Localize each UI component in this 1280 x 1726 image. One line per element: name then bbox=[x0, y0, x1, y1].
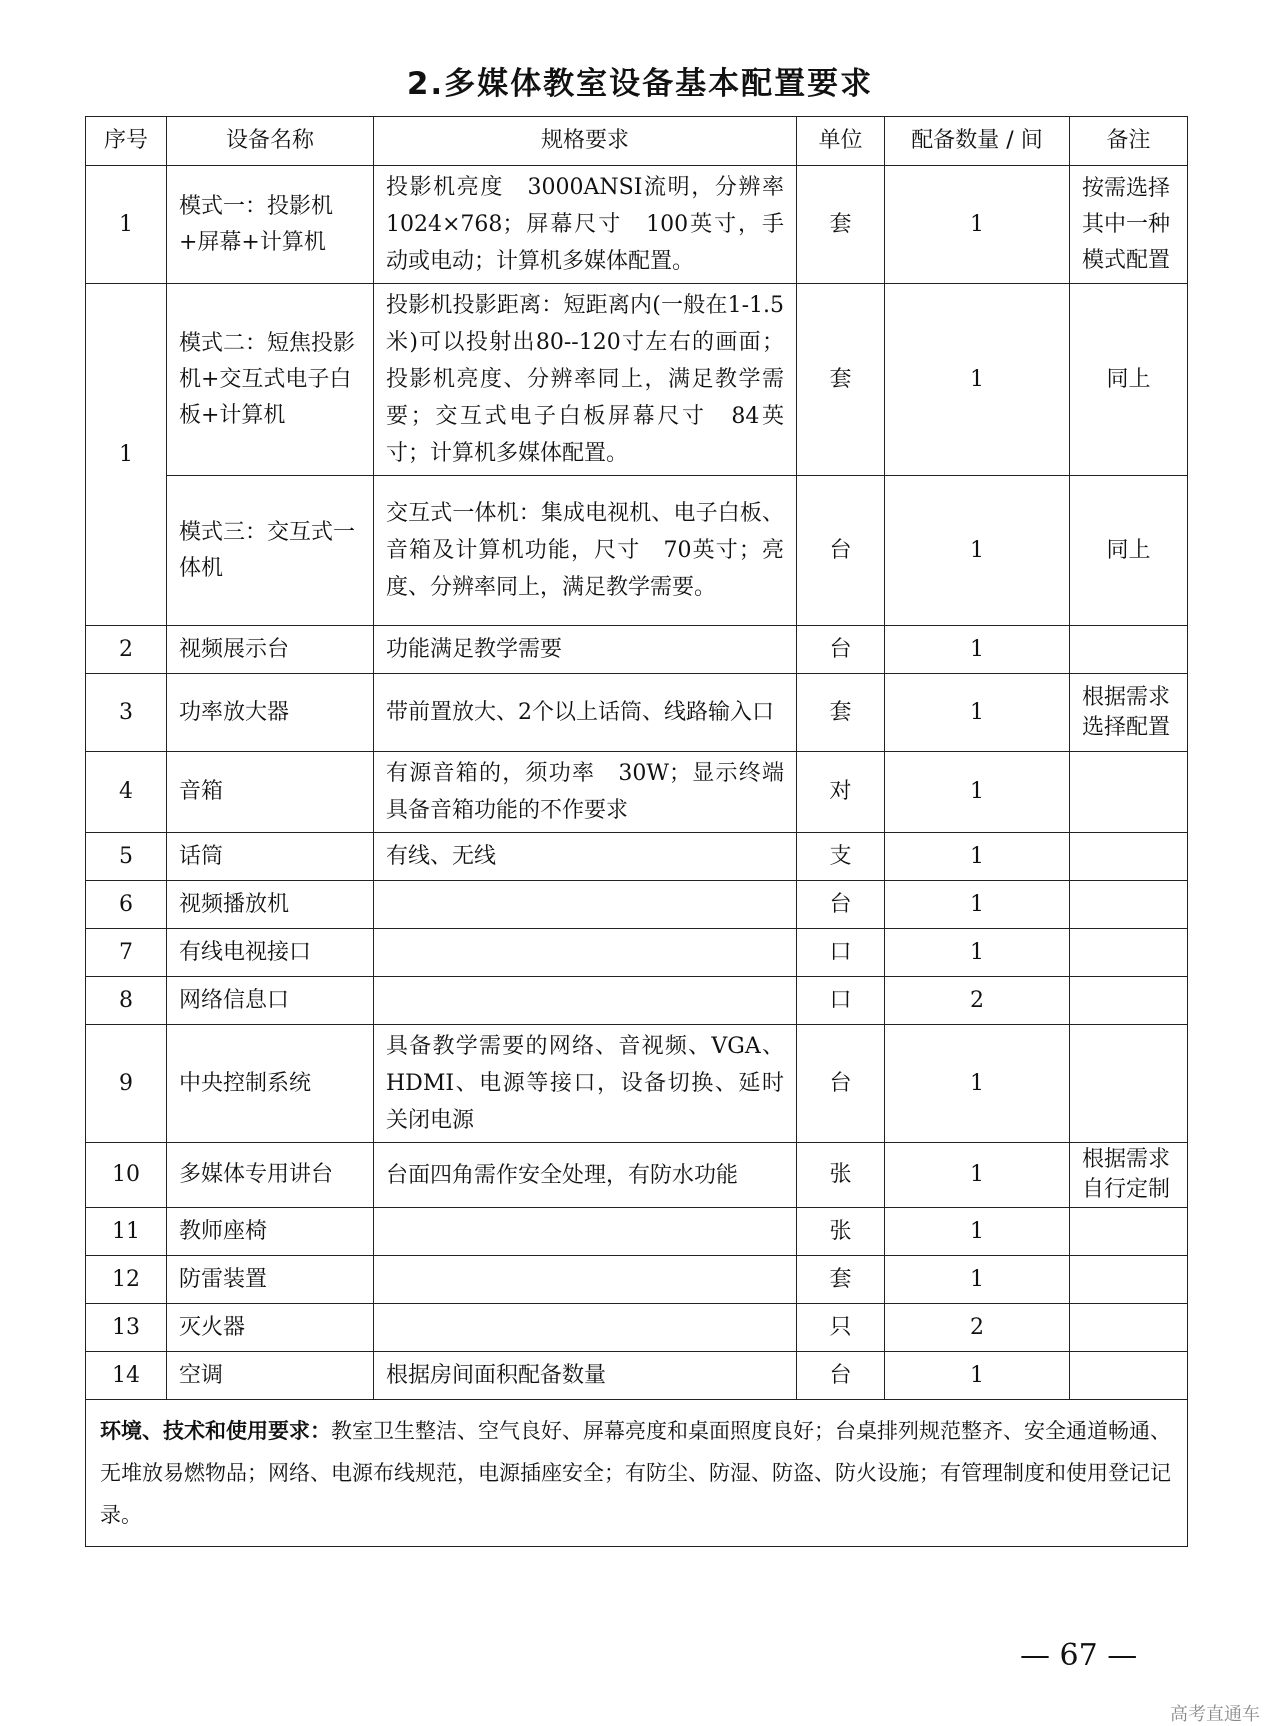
cell-note bbox=[1070, 833, 1188, 881]
cell-no: 6 bbox=[86, 881, 167, 929]
table-row bbox=[86, 1304, 1188, 1352]
cell-qty: 1 bbox=[885, 1025, 1070, 1143]
cell-qty: 1 bbox=[885, 929, 1070, 977]
page-title: 2.多媒体教室设备基本配置要求 bbox=[406, 66, 874, 102]
cell-qty: 1 bbox=[885, 1256, 1070, 1304]
cell-name: 视频展示台 bbox=[167, 626, 374, 674]
cell-spec: 投影机亮度 3000ANSI流明，分辨率 1024×768；屏幕尺寸 100英寸，手动或电动；计算机多媒体配置。 bbox=[374, 166, 797, 284]
cell-qty: 1 bbox=[885, 881, 1070, 929]
cell-no: 13 bbox=[86, 1304, 167, 1352]
cell-no: 4 bbox=[86, 752, 167, 833]
cell-note: 同上 bbox=[1070, 284, 1188, 476]
cell-spec bbox=[374, 929, 797, 977]
cell-unit: 只 bbox=[797, 1304, 885, 1352]
cell-spec: 功能满足教学需要 bbox=[374, 626, 797, 674]
cell-spec: 带前置放大、2个以上话筒、线路输入口 bbox=[374, 674, 797, 752]
cell-no: 1 bbox=[86, 166, 167, 284]
cell-no: 2 bbox=[86, 626, 167, 674]
watermark: 高考直通车 bbox=[1170, 1704, 1260, 1725]
cell-spec: 有线、无线 bbox=[374, 833, 797, 881]
cell-unit: 套 bbox=[797, 1256, 885, 1304]
cell-unit: 口 bbox=[797, 977, 885, 1025]
cell-qty: 1 bbox=[885, 284, 1070, 476]
cell-spec: 投影机投影距离：短距离内(一般在1-1.5米)可以投射出80--120寸左右的画面；投影机亮度、分辨率同上，满足教学需要；交互式电子白板屏幕尺寸 84英寸；计算机多媒体配置。 bbox=[374, 284, 797, 476]
table-header-row bbox=[86, 117, 1188, 166]
cell-qty: 2 bbox=[885, 1304, 1070, 1352]
cell-no: 5 bbox=[86, 833, 167, 881]
cell-note bbox=[1070, 929, 1188, 977]
cell-note: 根据需求选择配置 bbox=[1070, 674, 1188, 752]
header-no: 序号 bbox=[86, 117, 167, 166]
cell-no: 1 bbox=[86, 284, 167, 626]
cell-qty: 2 bbox=[885, 977, 1070, 1025]
table-row bbox=[86, 1256, 1188, 1304]
cell-unit: 台 bbox=[797, 476, 885, 626]
cell-spec: 根据房间面积配备数量 bbox=[374, 1352, 797, 1400]
cell-spec bbox=[374, 1256, 797, 1304]
cell-note bbox=[1070, 1256, 1188, 1304]
header-spec: 规格要求 bbox=[374, 117, 797, 166]
cell-qty: 1 bbox=[885, 752, 1070, 833]
page-number: — 67 — bbox=[1020, 1638, 1138, 1673]
table-row bbox=[86, 977, 1188, 1025]
cell-unit: 张 bbox=[797, 1143, 885, 1208]
cell-unit: 支 bbox=[797, 833, 885, 881]
header-unit: 单位 bbox=[797, 117, 885, 166]
cell-name: 防雷装置 bbox=[167, 1256, 374, 1304]
cell-spec bbox=[374, 977, 797, 1025]
table-row bbox=[86, 1352, 1188, 1400]
cell-qty: 1 bbox=[885, 626, 1070, 674]
table-row bbox=[86, 1143, 1188, 1208]
cell-no: 11 bbox=[86, 1208, 167, 1256]
cell-unit: 张 bbox=[797, 1208, 885, 1256]
cell-name: 网络信息口 bbox=[167, 977, 374, 1025]
table-row bbox=[86, 881, 1188, 929]
cell-unit: 对 bbox=[797, 752, 885, 833]
cell-name: 音箱 bbox=[167, 752, 374, 833]
cell-qty: 1 bbox=[885, 833, 1070, 881]
cell-unit: 套 bbox=[797, 284, 885, 476]
cell-name: 模式二：短焦投影机+交互式电子白板+计算机 bbox=[167, 284, 374, 476]
header-name: 设备名称 bbox=[167, 117, 374, 166]
table-row bbox=[86, 1025, 1188, 1143]
cell-unit: 套 bbox=[797, 674, 885, 752]
cell-unit: 台 bbox=[797, 881, 885, 929]
cell-note bbox=[1070, 881, 1188, 929]
requirements-text: 教室卫生整洁、空气良好、屏幕亮度和桌面照度良好；台桌排列规范整齐、安全通道畅通、无堆放易燃物品；网络、电源布线规范，电源插座安全；有防尘、防湿、防盗、防火设施；有管理制度和使用登记记录。 bbox=[100, 1419, 1171, 1527]
cell-name: 视频播放机 bbox=[167, 881, 374, 929]
header-note: 备注 bbox=[1070, 117, 1188, 166]
cell-name: 话筒 bbox=[167, 833, 374, 881]
cell-note bbox=[1070, 977, 1188, 1025]
cell-no: 8 bbox=[86, 977, 167, 1025]
cell-spec: 有源音箱的，须功率 30W；显示终端具备音箱功能的不作要求 bbox=[374, 752, 797, 833]
cell-no: 10 bbox=[86, 1143, 167, 1208]
table-row bbox=[86, 833, 1188, 881]
table-row bbox=[86, 674, 1188, 752]
cell-no: 3 bbox=[86, 674, 167, 752]
cell-spec bbox=[374, 1208, 797, 1256]
cell-unit: 台 bbox=[797, 1352, 885, 1400]
cell-no: 9 bbox=[86, 1025, 167, 1143]
requirements-note bbox=[86, 1400, 1188, 1547]
cell-no: 12 bbox=[86, 1256, 167, 1304]
cell-name: 多媒体专用讲台 bbox=[167, 1143, 374, 1208]
cell-name: 功率放大器 bbox=[167, 674, 374, 752]
cell-note: 按需选择其中一种模式配置 bbox=[1070, 166, 1188, 284]
cell-note bbox=[1070, 1025, 1188, 1143]
cell-note bbox=[1070, 752, 1188, 833]
cell-spec: 具备教学需要的网络、音视频、VGA、HDMI、电源等接口，设备切换、延时关闭电源 bbox=[374, 1025, 797, 1143]
cell-name: 模式三：交互式一体机 bbox=[167, 476, 374, 626]
cell-unit: 台 bbox=[797, 1025, 885, 1143]
cell-unit: 台 bbox=[797, 626, 885, 674]
cell-spec bbox=[374, 1304, 797, 1352]
cell-name: 模式一：投影机+屏幕+计算机 bbox=[167, 166, 374, 284]
table-row bbox=[86, 476, 1188, 626]
cell-qty: 1 bbox=[885, 476, 1070, 626]
cell-spec: 交互式一体机：集成电视机、电子白板、音箱及计算机功能，尺寸 70英寸；亮度、分辨率同上，满足教学需要。 bbox=[374, 476, 797, 626]
cell-note bbox=[1070, 1208, 1188, 1256]
cell-name: 中央控制系统 bbox=[167, 1025, 374, 1143]
cell-qty: 1 bbox=[885, 166, 1070, 284]
table-row bbox=[86, 1208, 1188, 1256]
cell-no: 14 bbox=[86, 1352, 167, 1400]
cell-spec bbox=[374, 881, 797, 929]
cell-note: 同上 bbox=[1070, 476, 1188, 626]
cell-spec: 台面四角需作安全处理，有防水功能 bbox=[374, 1143, 797, 1208]
cell-unit: 口 bbox=[797, 929, 885, 977]
cell-name: 灭火器 bbox=[167, 1304, 374, 1352]
equipment-table bbox=[85, 116, 1188, 1547]
table-row bbox=[86, 752, 1188, 833]
requirements-label: 环境、技术和使用要求： bbox=[100, 1419, 331, 1443]
table-row bbox=[86, 284, 1188, 476]
cell-qty: 1 bbox=[885, 1143, 1070, 1208]
cell-name: 空调 bbox=[167, 1352, 374, 1400]
cell-name: 有线电视接口 bbox=[167, 929, 374, 977]
cell-note bbox=[1070, 1352, 1188, 1400]
table-row bbox=[86, 626, 1188, 674]
header-qty: 配备数量 / 间 bbox=[885, 117, 1070, 166]
table-row bbox=[86, 929, 1188, 977]
table-row bbox=[86, 166, 1188, 284]
cell-name: 教师座椅 bbox=[167, 1208, 374, 1256]
table-footer-row bbox=[86, 1400, 1188, 1547]
cell-qty: 1 bbox=[885, 1208, 1070, 1256]
cell-note: 根据需求自行定制 bbox=[1070, 1143, 1188, 1208]
cell-unit: 套 bbox=[797, 166, 885, 284]
cell-note bbox=[1070, 1304, 1188, 1352]
cell-note bbox=[1070, 626, 1188, 674]
cell-qty: 1 bbox=[885, 1352, 1070, 1400]
cell-no: 7 bbox=[86, 929, 167, 977]
cell-qty: 1 bbox=[885, 674, 1070, 752]
